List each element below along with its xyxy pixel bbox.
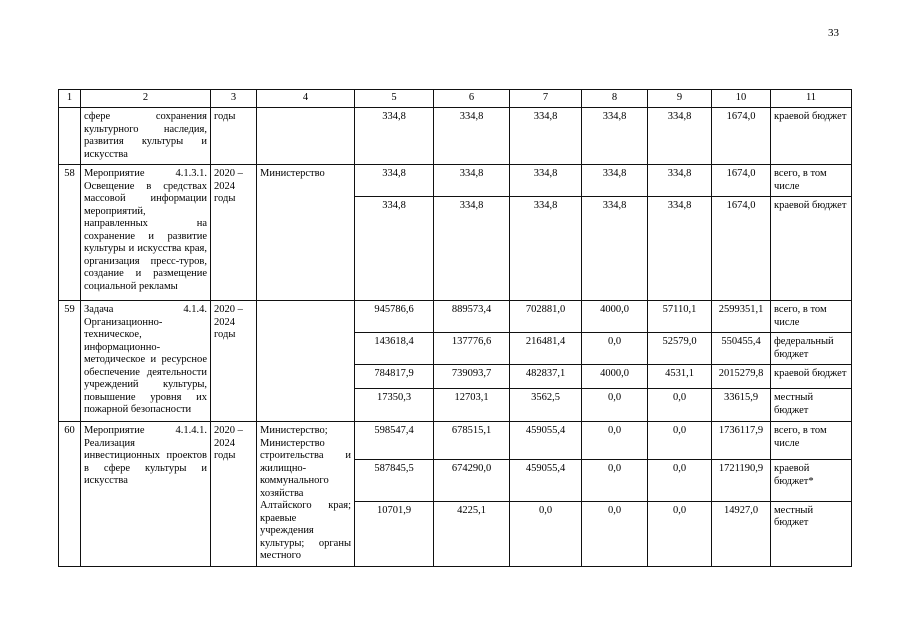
value-cell: 0,0 [648,389,712,422]
value-cell: 587845,5 [355,460,434,502]
value-cell: 889573,4 [434,301,510,333]
value-cell: 0,0 [582,460,648,502]
funding-source: всего, в том числе [771,301,852,333]
funding-source: краевой бюджет [771,365,852,389]
value-cell: 0,0 [648,501,712,566]
value-cell: 550455,4 [712,333,771,365]
value-cell: 216481,4 [510,333,582,365]
value-cell: 334,8 [510,108,582,165]
value-cell: 459055,4 [510,460,582,502]
value-cell: 143618,4 [355,333,434,365]
funding-source: краевой бюджет [771,197,852,301]
value-cell: 1674,0 [712,108,771,165]
funding-source: федеральный бюджет [771,333,852,365]
value-cell: 0,0 [582,501,648,566]
value-cell: 4000,0 [582,365,648,389]
funding-source: местный бюджет [771,389,852,422]
header-cell: 5 [355,90,434,108]
value-cell: 4531,1 [648,365,712,389]
row-name: Мероприятие 4.1.4.1. Реализация инвестиционных проектов в сфере культуры и искусства [81,422,211,567]
value-cell: 334,8 [355,197,434,301]
header-cell: 2 [81,90,211,108]
table-row [59,422,852,460]
row-executor [257,301,355,422]
value-cell: 334,8 [648,108,712,165]
value-cell: 137776,6 [434,333,510,365]
header-cell: 6 [434,90,510,108]
value-cell: 334,8 [510,165,582,197]
row-number [59,108,81,165]
value-cell: 674290,0 [434,460,510,502]
value-cell: 14927,0 [712,501,771,566]
value-cell: 739093,7 [434,365,510,389]
value-cell: 334,8 [355,165,434,197]
funding-source: местный бюджет [771,501,852,566]
value-cell: 2015279,8 [712,365,771,389]
value-cell: 784817,9 [355,365,434,389]
value-cell: 598547,4 [355,422,434,460]
value-cell: 334,8 [434,197,510,301]
value-cell: 334,8 [582,108,648,165]
row-executor: Министерство [257,165,355,301]
header-cell: 8 [582,90,648,108]
row-period: 2020 – 2024 годы [211,422,257,567]
value-cell: 0,0 [582,333,648,365]
value-cell: 0,0 [582,389,648,422]
funding-source: краевой бюджет [771,108,852,165]
value-cell: 334,8 [510,197,582,301]
value-cell: 1721190,9 [712,460,771,502]
funding-source: всего, в том числе [771,422,852,460]
table-row [59,165,852,197]
row-number: 60 [59,422,81,567]
row-period: годы [211,108,257,165]
header-cell: 3 [211,90,257,108]
row-number: 59 [59,301,81,422]
value-cell: 12703,1 [434,389,510,422]
header-row [59,90,852,108]
value-cell: 4000,0 [582,301,648,333]
value-cell: 17350,3 [355,389,434,422]
value-cell: 0,0 [648,460,712,502]
row-executor: Министерство; Министерство строительства и жилищно-коммунального хозяйства Алтайского края; краевые учреждения культуры; органы местного [257,422,355,567]
value-cell: 10701,9 [355,501,434,566]
row-name: Задача 4.1.4. Организационно-техническое, информационно-методическое и ресурсное обеспечение деятельности учреждений культуры, повышение уровня их пожарной безопасности [81,301,211,422]
value-cell: 2599351,1 [712,301,771,333]
row-executor [257,108,355,165]
value-cell: 945786,6 [355,301,434,333]
value-cell: 334,8 [434,108,510,165]
header-cell: 4 [257,90,355,108]
row-period: 2020 – 2024 годы [211,165,257,301]
value-cell: 4225,1 [434,501,510,566]
funding-source: краевой бюджет* [771,460,852,502]
value-cell: 52579,0 [648,333,712,365]
value-cell: 0,0 [510,501,582,566]
value-cell: 1674,0 [712,165,771,197]
value-cell: 334,8 [434,165,510,197]
value-cell: 33615,9 [712,389,771,422]
value-cell: 1736117,9 [712,422,771,460]
value-cell: 1674,0 [712,197,771,301]
budget-table [58,89,852,567]
value-cell: 0,0 [582,422,648,460]
value-cell: 678515,1 [434,422,510,460]
header-cell: 1 [59,90,81,108]
row-name: сфере сохранения культурного наследия, развития культуры и искусства [81,108,211,165]
value-cell: 334,8 [648,197,712,301]
value-cell: 459055,4 [510,422,582,460]
header-cell: 10 [712,90,771,108]
table-row [59,301,852,333]
value-cell: 334,8 [355,108,434,165]
header-cell: 9 [648,90,712,108]
row-name: Мероприятие 4.1.3.1. Освещение в средствах массовой информации мероприятий, направленных на сохранение и развитие культуры и искусства края, организация пресс-туров, создание и размещение социальной рекламы [81,165,211,301]
row-number: 58 [59,165,81,301]
table-row [59,108,852,165]
value-cell: 334,8 [648,165,712,197]
header-cell: 11 [771,90,852,108]
value-cell: 334,8 [582,165,648,197]
funding-source: всего, в том числе [771,165,852,197]
row-period: 2020 – 2024 годы [211,301,257,422]
value-cell: 334,8 [582,197,648,301]
header-cell: 7 [510,90,582,108]
value-cell: 57110,1 [648,301,712,333]
value-cell: 482837,1 [510,365,582,389]
value-cell: 3562,5 [510,389,582,422]
page-number: 33 [828,27,839,39]
value-cell: 702881,0 [510,301,582,333]
value-cell: 0,0 [648,422,712,460]
